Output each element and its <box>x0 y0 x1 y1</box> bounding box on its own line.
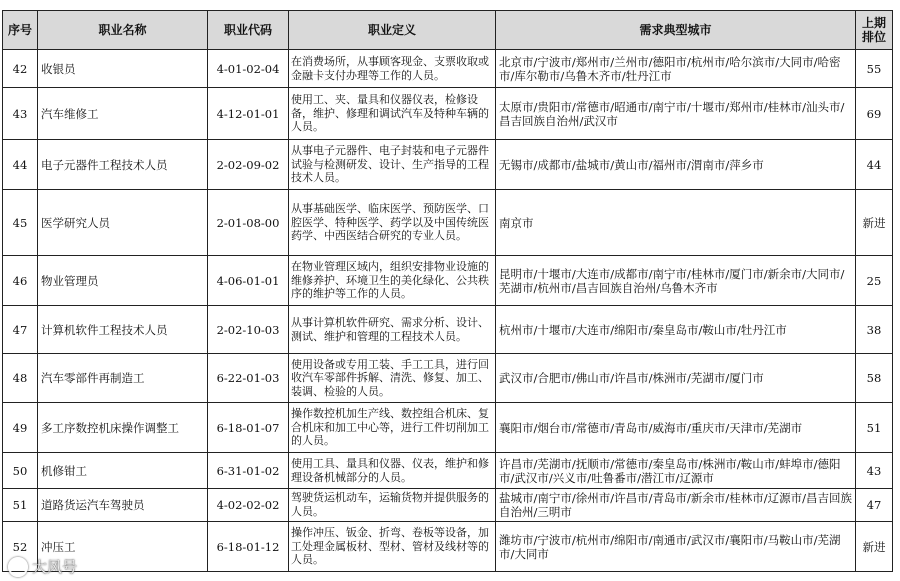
table-row <box>3 190 893 256</box>
row-definition: 驾驶货运机动车，运输货物并提供服务的人员。 <box>289 489 496 522</box>
row-cities: 襄阳市/烟台市/常德市/青岛市/威海市/重庆市/天津市/芜湖市 <box>496 403 856 453</box>
row-cities: 昆明市/十堰市/大连市/成都市/南宁市/桂林市/厦门市/新余市/大同市/芜湖市/杭州市/昌吉回族自治州/乌鲁木齐市 <box>496 256 856 306</box>
row-rank: 38 <box>856 306 893 354</box>
row-no: 48 <box>3 354 38 403</box>
table-row <box>3 489 893 522</box>
row-name: 道路货运汽车驾驶员 <box>38 489 208 522</box>
row-definition: 从事计算机软件研究、需求分析、设计、测试、维护和管理的工程技术人员。 <box>289 306 496 354</box>
table-row <box>3 256 893 306</box>
row-cities: 许昌市/芜湖市/抚顺市/常德市/秦皇岛市/株洲市/鞍山市/蚌埠市/德阳市/武汉市/兴义市/吐鲁番市/潜江市/辽源市 <box>496 453 856 489</box>
table-header-row <box>3 11 893 50</box>
row-code: 4-02-02-02 <box>208 489 289 522</box>
row-cities: 南京市 <box>496 190 856 256</box>
row-cities: 武汉市/合肥市/佛山市/许昌市/株洲市/芜湖市/厦门市 <box>496 354 856 403</box>
row-definition: 使用工具、量具和仪器、仪表，维护和修理设备机械部分的人员。 <box>289 453 496 489</box>
row-no: 45 <box>3 190 38 256</box>
header-code: 职业代码 <box>208 11 289 50</box>
row-rank: 69 <box>856 88 893 140</box>
table-row <box>3 522 893 572</box>
row-code: 2-02-09-02 <box>208 140 289 190</box>
row-no: 44 <box>3 140 38 190</box>
watermark <box>8 556 77 577</box>
row-cities: 杭州市/十堰市/大连市/绵阳市/秦皇岛市/鞍山市/牡丹江市 <box>496 306 856 354</box>
row-name: 机修钳工 <box>38 453 208 489</box>
row-code: 2-02-10-03 <box>208 306 289 354</box>
table-row <box>3 140 893 190</box>
row-code: 4-01-02-04 <box>208 50 289 88</box>
row-name: 收银员 <box>38 50 208 88</box>
row-no: 46 <box>3 256 38 306</box>
row-no: 52 <box>3 522 38 572</box>
table-row <box>3 354 893 403</box>
row-cities: 无锡市/成都市/盐城市/黄山市/福州市/渭南市/萍乡市 <box>496 140 856 190</box>
occupation-table <box>2 10 893 572</box>
row-code: 6-22-01-03 <box>208 354 289 403</box>
row-rank: 新进 <box>856 190 893 256</box>
table-row <box>3 453 893 489</box>
row-no: 50 <box>3 453 38 489</box>
row-name: 冲压工 <box>38 522 208 572</box>
row-no: 51 <box>3 489 38 522</box>
table-row <box>3 403 893 453</box>
row-definition: 在物业管理区域内，组织安排物业设施的维修养护、环境卫生的美化绿化、公共秩序的维护等工作的人员。 <box>289 256 496 306</box>
header-no: 序号 <box>3 11 38 50</box>
row-name: 计算机软件工程技术人员 <box>38 306 208 354</box>
row-code: 6-18-01-07 <box>208 403 289 453</box>
row-definition: 从事电子元器件、电子封装和电子元器件试验与检测研发、设计、生产指导的工程技术人员。 <box>289 140 496 190</box>
row-no: 47 <box>3 306 38 354</box>
header-cities: 需求典型城市 <box>496 11 856 50</box>
row-code: 6-18-01-12 <box>208 522 289 572</box>
watermark-text: 大风号 <box>32 558 78 576</box>
row-code: 4-06-01-01 <box>208 256 289 306</box>
row-rank: 51 <box>856 403 893 453</box>
row-no: 42 <box>3 50 38 88</box>
header-definition: 职业定义 <box>289 11 496 50</box>
row-cities: 潍坊市/宁波市/杭州市/绵阳市/南通市/武汉市/襄阳市/马鞍山市/芜湖市/大同市 <box>496 522 856 572</box>
row-cities: 盐城市/南宁市/徐州市/许昌市/青岛市/新余市/桂林市/辽源市/昌吉回族自治州/三明市 <box>496 489 856 522</box>
logo-icon <box>8 557 28 577</box>
row-definition: 在消费场所，从事顾客现金、支票收取或金融卡支付办理等工作的人员。 <box>289 50 496 88</box>
row-code: 6-31-01-02 <box>208 453 289 489</box>
table-row <box>3 306 893 354</box>
row-definition: 操作数控机加生产线、数控组合机床、复合机床和加工中心等，进行工件切削加工的人员。 <box>289 403 496 453</box>
row-rank: 55 <box>856 50 893 88</box>
row-name: 电子元器件工程技术人员 <box>38 140 208 190</box>
row-code: 4-12-01-01 <box>208 88 289 140</box>
row-definition: 使用设备或专用工装、手工工具，进行回收汽车零部件拆解、清洗、修复、加工、装调、检验的人员。 <box>289 354 496 403</box>
row-name: 医学研究人员 <box>38 190 208 256</box>
row-rank: 25 <box>856 256 893 306</box>
table-row <box>3 88 893 140</box>
row-name: 多工序数控机床操作调整工 <box>38 403 208 453</box>
row-rank: 44 <box>856 140 893 190</box>
row-rank: 58 <box>856 354 893 403</box>
row-name: 汽车零部件再制造工 <box>38 354 208 403</box>
table-row <box>3 50 893 88</box>
row-cities: 太原市/贵阳市/常德市/昭通市/南宁市/十堰市/郑州市/桂林市/汕头市/昌吉回族自治州/武汉市 <box>496 88 856 140</box>
row-rank: 新进 <box>856 522 893 572</box>
row-definition: 从事基础医学、临床医学、预防医学、口腔医学、特种医学、药学以及中国传统医药学、中西医结合研究的专业人员。 <box>289 190 496 256</box>
row-code: 2-01-08-00 <box>208 190 289 256</box>
row-cities: 北京市/宁波市/郑州市/兰州市/德阳市/杭州市/哈尔滨市/大同市/哈密市/库尔勒市/乌鲁木齐市/牡丹江市 <box>496 50 856 88</box>
row-definition: 操作冲压、钣金、折弯、卷板等设备，加工处理金属板材、型材、管材及线材等的人员。 <box>289 522 496 572</box>
header-name: 职业名称 <box>38 11 208 50</box>
row-definition: 使用工、夹、量具和仪器仪表，检修设备，维护、修理和调试汽车及特种车辆的人员。 <box>289 88 496 140</box>
row-no: 49 <box>3 403 38 453</box>
row-name: 汽车维修工 <box>38 88 208 140</box>
header-rank: 上期排位 <box>856 11 893 50</box>
row-name: 物业管理员 <box>38 256 208 306</box>
row-no: 43 <box>3 88 38 140</box>
row-rank: 47 <box>856 489 893 522</box>
row-rank: 43 <box>856 453 893 489</box>
